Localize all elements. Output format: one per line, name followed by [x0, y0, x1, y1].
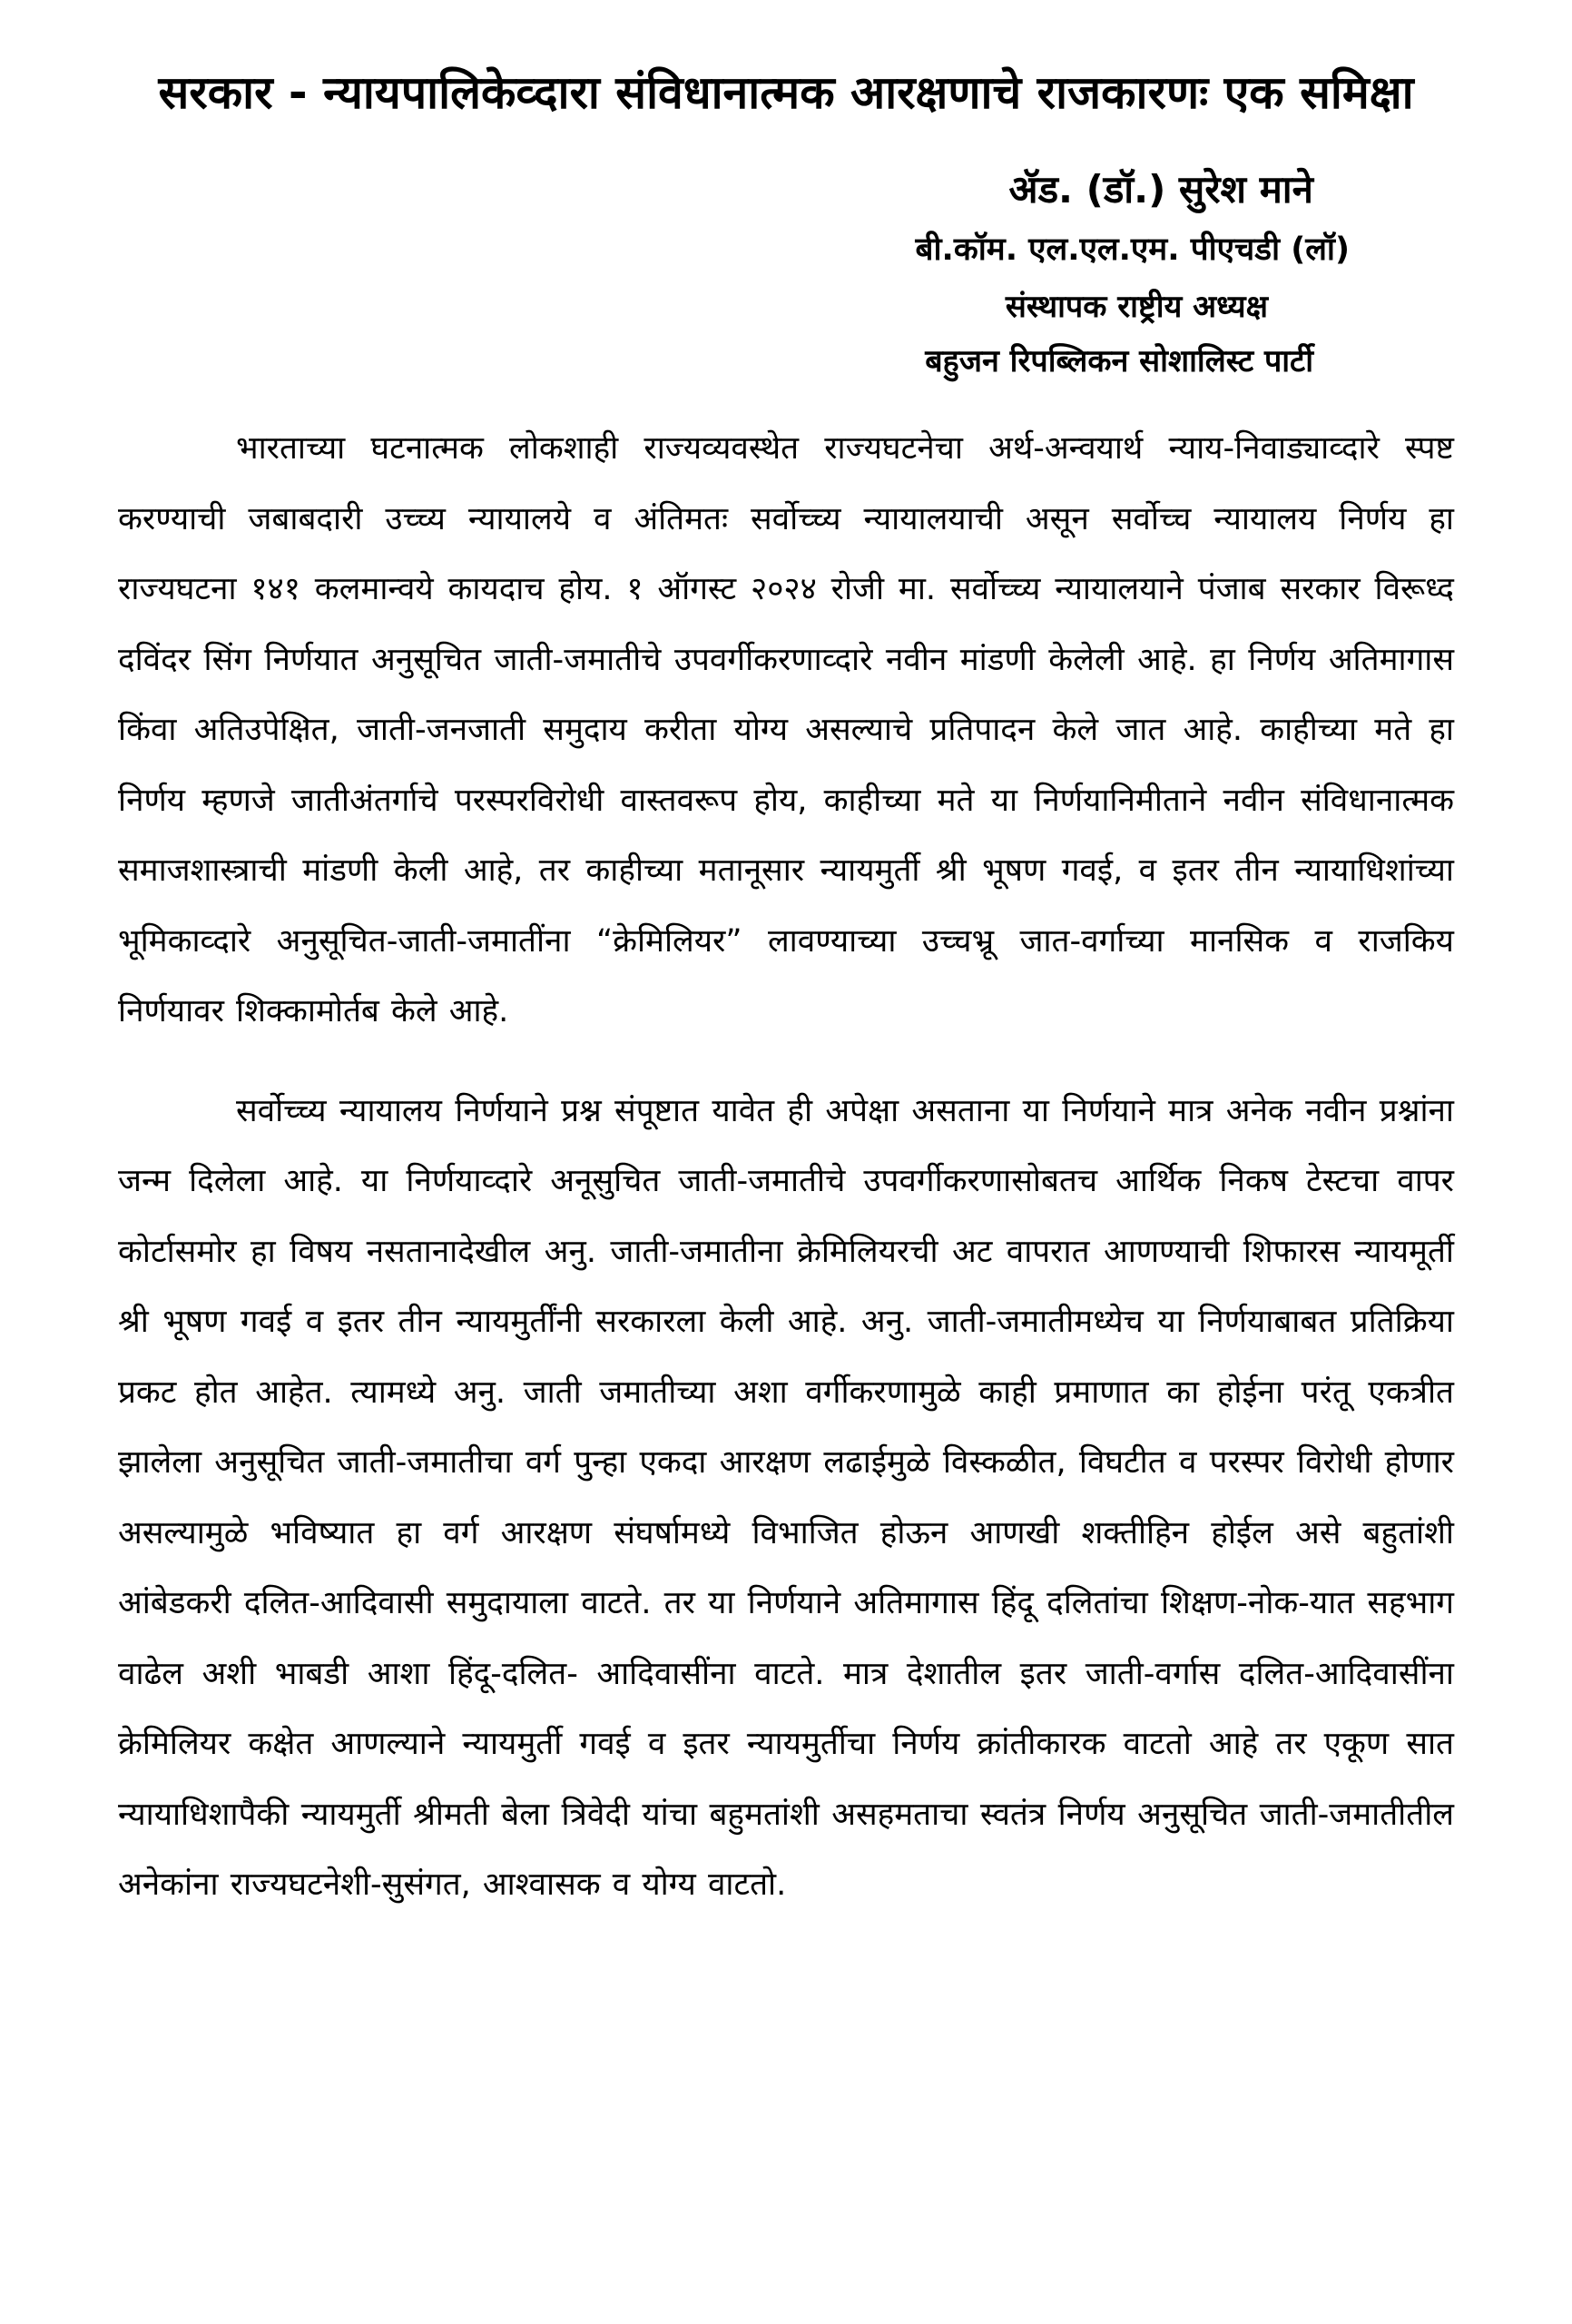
- paragraph-2: सर्वोच्च्य न्यायालय निर्णयाने प्रश्न संपूष्टात यावेत ही अपेक्षा असताना या निर्णयाने मात्र अनेक नवीन प्रश्नांना जन्म दिलेला आहे. या निर्णयाव्दारे अनूसुचित जाती-जमातीचे उपवर्गीकरणासोबतच आर्थिक निकष टेस्टचा वापर कोर्टासमोर हा विषय नसतानादेखील अनु. जाती-जमातीना क्रेमिलियरची अट वापरात आणण्याची शिफारस न्यायमूर्ती श्री भूषण गवई व इतर तीन न्यायमुर्तींनी सरकारला केली आहे. अनु. जाती-जमातीमध्येच या निर्णयाबाबत प्रतिक्रिया प्रकट होत आहेत. त्यामध्ये अनु. जाती जमातीच्या अशा वर्गीकरणामुळे काही प्रमाणात का होईना परंतू एकत्रीत झालेला अनुसूचित जाती-जमातीचा वर्ग पुन्हा एकदा आरक्षण लढाईमुळे विस्कळीत, विघटीत व परस्पर विरोधी होणार असल्यामुळे भविष्यात हा वर्ग आरक्षण संघर्षामध्ये विभाजित होऊन आणखी शक्तीहिन होईल असे बहुतांशी आंबेडकरी दलित-आदिवासी समुदायाला वाटते. तर या निर्णयाने अतिमागास हिंदू दलितांचा शिक्षण-नोक-यात सहभाग वाढेल अशी भाबडी आशा हिंदू-दलित- आदिवासींना वाटते. मात्र देशातील इतर जाती-वर्गास दलित-आदिवासींना क्रेमिलियर कक्षेत आणल्याने न्यायमुर्ती गवई व इतर न्यायमुर्तीचा निर्णय क्रांतीकारक वाटतो आहे तर एकूण सात न्यायाधिशापैकी न्यायमुर्ती श्रीमती बेला त्रिवेदी यांचा बहुमतांशी असहमताचा स्वतंत्र निर्णय अनुसूचित जाती-जमातीतील अनेकांना राज्यघटनेशी-सुसंगत, आश्वासक व योग्य वाटतो.: [118, 1092, 1454, 1903]
- article-body: [118, 414, 1454, 1921]
- paragraph-1: भारताच्या घटनात्मक लोकशाही राज्यव्यवस्थेत राज्यघटनेचा अर्थ-अन्वयार्थ न्याय-निवाड्याव्दारे स्पष्ट करण्याची जबाबदारी उच्च्य न्यायालये व अंतिमतः सर्वोच्च्य न्यायालयाची असून सर्वोच्च न्यायालय निर्णय हा राज्यघटना १४१ कलमान्वये कायदाच होय. १ ऑगस्ट २०२४ रोजी मा. सर्वोच्च्य न्यायालयाने पंजाब सरकार विरूध्द दविंदर सिंग निर्णयात अनुसूचित जाती-जमातीचे उपवर्गीकरणाव्दारे नवीन मांडणी केलेली आहे. हा निर्णय अतिमागास किंवा अतिउपेक्षित, जाती-जनजाती समुदाय करीता योग्य असल्याचे प्रतिपादन केले जात आहे. काहीच्या मते हा निर्णय म्हणजे जातीअंतर्गाचे परस्परविरोधी वास्तवरूप होय, काहीच्या मते या निर्णयानिमीताने नवीन संविधानात्मक समाजशास्त्राची मांडणी केली आहे, तर काहीच्या मतानूसार न्यायमुर्ती श्री भूषण गवई, व इतर तीन न्यायाधिशांच्या भूमिकाव्दारे अनुसूचित-जाती-जमातींना “क्रेमिलियर” लावण्याच्या उच्चभ्रू जात-वर्गाच्या मानसिक व राजकिय निर्णयावर शिक्कामोर्तब केले आहे.: [118, 430, 1454, 1029]
- author-name: ॲड. (डॉ.) सुरेश माने: [1008, 167, 1313, 212]
- author-block: [118, 160, 1454, 389]
- author-degrees: बी.कॉम. एल.एल.एम. पीएचडी (लॉ): [915, 231, 1350, 268]
- author-party: बहुजन रिपब्लिकन सोशालिस्ट पार्टी: [925, 343, 1313, 379]
- author-role: संस्थापक राष्ट्रीय अध्यक्ष: [1005, 289, 1268, 325]
- article-title: सरकार - न्यायपालिकेव्दारा संविधानात्मक आरक्षणाचे राजकारणः एक समिक्षा: [158, 66, 1414, 119]
